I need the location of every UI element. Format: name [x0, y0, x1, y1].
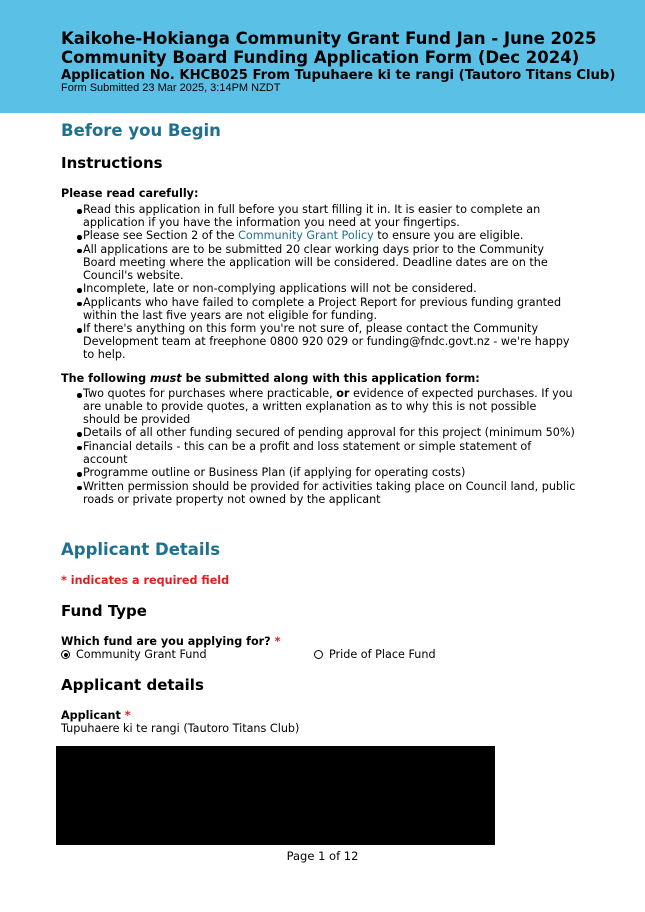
applicant-value: Tupuhaere ki te rangi (Tautoro Titans Club) [61, 722, 300, 735]
list-item: All applications are to be submitted 20 clear working days prior to the Community Board meeting where the application will be considered. Deadline dates are on the Council's website. [77, 244, 577, 283]
must-submit-label: The following must be submitted along with this application form: [61, 372, 480, 385]
page-header [0, 0, 645, 113]
submitted-date: Form Submitted 23 Mar 2025, 3:14PM NZDT [61, 82, 281, 94]
instructions-list [77, 204, 577, 362]
list-item: Two quotes for purchases where practicable, or evidence of expected purchases. If you are unable to provide quotes, a written explanation as to why this is not possible should be provided [77, 388, 577, 427]
form-title-line2: Community Board Funding Application Form (Dec 2024) [61, 48, 580, 67]
instructions-heading: Instructions [61, 154, 163, 172]
redacted-block [56, 746, 495, 845]
fund-question: Which fund are you applying for? * [61, 635, 281, 648]
application-number: Application No. KHCB025 From Tupuhaere ki te rangi (Tautoro Titans Club) [61, 68, 616, 83]
policy-link[interactable]: Community Grant Policy [238, 229, 374, 243]
before-heading: Before you Begin [61, 121, 221, 140]
list-item: If there's anything on this form you're not sure of, please contact the Community Development team at freephone 0800 920 029 or funding@fndc.govt.nz - we're happy to help. [77, 323, 577, 362]
form-title-line1: Kaikohe-Hokianga Community Grant Fund Jan - June 2025 [61, 29, 597, 48]
page-number: Page 1 of 12 [286, 849, 359, 863]
applicant-details-subheading: Applicant details [61, 676, 204, 694]
fund-option-pride[interactable]: Pride of Place Fund [314, 648, 436, 661]
applicant-details-heading: Applicant Details [61, 540, 221, 559]
radio-selected-icon[interactable] [61, 650, 70, 659]
fund-option-community[interactable]: Community Grant Fund [61, 648, 207, 661]
applicant-label: Applicant * [61, 709, 131, 722]
list-item: Written permission should be provided for activities taking place on Council land, public roads or private property not owned by the applicant [77, 481, 577, 507]
list-item: Details of all other funding secured of pending approval for this project (minimum 50%) [77, 427, 577, 440]
list-item: Read this application in full before you start filling it in. It is easier to complete an application if you have the information you need at your fingertips. [77, 204, 577, 230]
required-note: * indicates a required field [61, 574, 230, 587]
list-item: Financial details - this can be a profit and loss statement or simple statement of account [77, 441, 577, 467]
radio-empty-icon[interactable] [314, 650, 323, 659]
list-item: Applicants who have failed to complete a Project Report for previous funding granted within the last five years are not eligible for funding. [77, 297, 577, 323]
list-item: Programme outline or Business Plan (if applying for operating costs) [77, 467, 577, 480]
read-carefully-label: Please read carefully: [61, 187, 199, 200]
list-item: Please see Section 2 of the Community Grant Policy to ensure you are eligible. [77, 230, 577, 243]
list-item: Incomplete, late or non-complying applications will not be considered. [77, 283, 577, 296]
must-submit-list [77, 388, 577, 507]
fund-type-heading: Fund Type [61, 602, 147, 620]
